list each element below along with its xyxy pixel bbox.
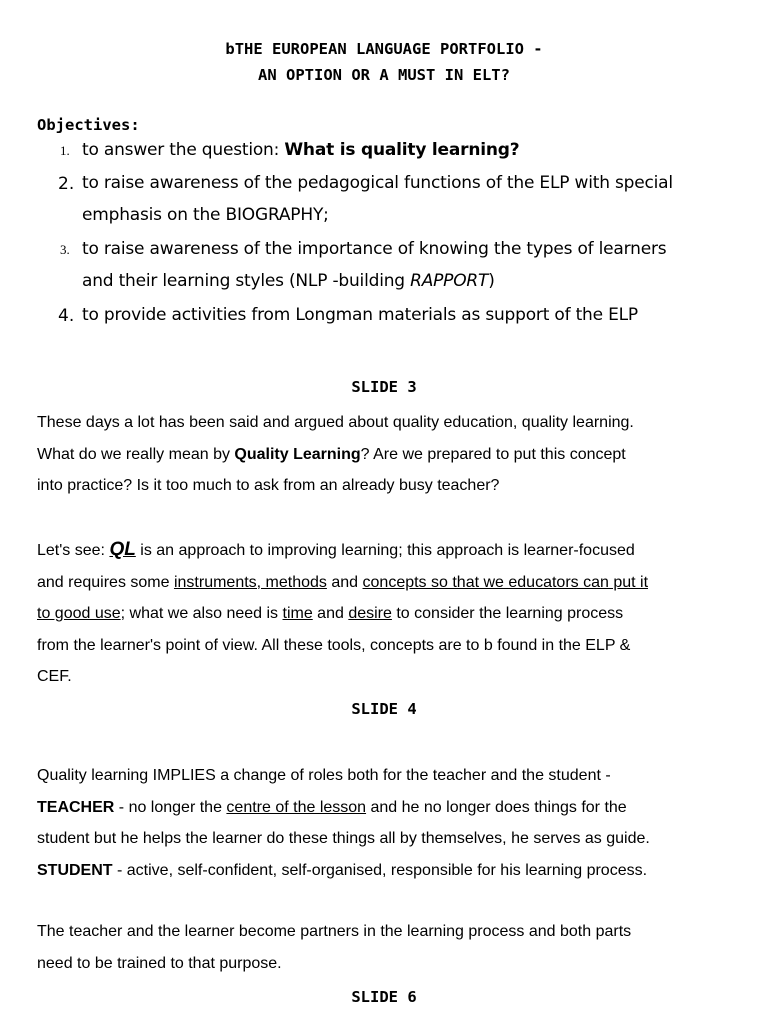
- s3p2-line-3-d: and: [312, 605, 349, 622]
- document-title-line-2: AN OPTION OR A MUST IN ELT?: [258, 66, 510, 84]
- objective-1-question: What is quality learning?: [284, 140, 520, 160]
- objective-3-line-1: to raise awareness of the importance of knowing the types of learners: [82, 239, 667, 259]
- s4p2-line-2: need to be trained to that purpose.: [37, 954, 282, 972]
- s3p1-line-2-a: What do we really mean by: [37, 445, 235, 463]
- s3p2-line-5: CEF.: [37, 668, 72, 685]
- s3p2-line-2: [37, 567, 737, 599]
- slide-4-paragraph-1: [37, 760, 737, 886]
- s3p2-line-3: [37, 598, 737, 630]
- slide-4-heading: SLIDE 4: [351, 700, 417, 718]
- s3p1-line-3: into practice? Is it too much to ask from an already busy teacher?: [37, 477, 500, 494]
- objective-3-line-2-text: and their learning styles (NLP -building: [82, 271, 411, 291]
- good-use-underline: to good use: [37, 605, 121, 622]
- objective-3-line-2: [82, 265, 666, 297]
- s4p1-line-4-b: - active, self-confident, self-organised, responsible for his learning process.: [112, 861, 648, 879]
- objective-2-line-1: to raise awareness of the pedagogical functions of the ELP with special: [82, 173, 673, 193]
- student-bold: STUDENT: [37, 861, 113, 879]
- concepts-underline: concepts so that we educators can put it: [362, 573, 649, 591]
- desire-underline: desire: [348, 605, 392, 622]
- objective-3-rapport: RAPPORT: [410, 271, 489, 291]
- time-underline: time: [282, 605, 313, 622]
- objective-2-number: 2.: [58, 174, 75, 194]
- s3p2-line-3-b: ; what we also need is: [120, 605, 283, 622]
- s3p2-line-1-a: Let's see:: [37, 542, 110, 559]
- s4p1-line-4: [37, 855, 737, 887]
- s3p2-line-2-a: and requires some: [37, 573, 174, 591]
- centre-of-lesson-underline: centre of the lesson: [226, 798, 367, 816]
- objective-2-line-2: emphasis on the BIOGRAPHY;: [82, 205, 329, 225]
- slide-3-paragraph-2: [37, 534, 737, 693]
- objective-4-number: 4.: [58, 306, 75, 326]
- slide-4-paragraph-2: [37, 916, 737, 979]
- s4p1-line-3: student but he helps the learner do these things all by themselves, he serves as guide.: [37, 830, 650, 847]
- s4p1-line-2-b: - no longer the: [114, 798, 227, 816]
- objective-1-text: to answer the question:: [82, 140, 285, 160]
- teacher-bold: TEACHER: [37, 798, 115, 816]
- objective-1: [82, 134, 519, 166]
- s3p2-line-2-c: and: [326, 573, 363, 591]
- s4p1-line-1: Quality learning IMPLIES a change of roles both for the teacher and the student -: [37, 767, 611, 784]
- s3p2-line-4: from the learner's point of view. All these tools, concepts are to b found in the ELP &: [37, 636, 631, 654]
- slide-3-paragraph-1: [37, 407, 737, 502]
- objective-3-close-paren: ): [488, 271, 495, 291]
- s4p1-line-2: [37, 792, 737, 824]
- objective-2: [82, 167, 673, 231]
- s3p1-line-2-c: ? Are we prepared to put this concept: [360, 445, 626, 463]
- s4p1-line-2-d: and he no longer does things for the: [366, 798, 627, 816]
- s3p2-line-1: [37, 534, 737, 567]
- objective-3: [82, 233, 666, 297]
- objective-4: to provide activities from Longman materials as support of the ELP: [82, 305, 638, 325]
- s3p1-line-1: These days a lot has been said and argued about quality education, quality learning.: [37, 414, 634, 431]
- s3p2-line-1-c: is an approach to improving learning; this approach is learner-focused: [135, 542, 635, 559]
- instruments-methods-underline: instruments, methods: [173, 573, 327, 591]
- ql-emphasis: QL: [109, 539, 136, 560]
- objectives-heading: Objectives:: [37, 116, 140, 134]
- objective-1-number: 1.: [60, 143, 70, 158]
- s3p2-line-3-f: to consider the learning process: [391, 605, 624, 622]
- slide-3-heading: SLIDE 3: [351, 378, 417, 396]
- quality-learning-bold: Quality Learning: [234, 445, 361, 463]
- objective-3-number: 3.: [60, 242, 70, 257]
- s4p2-line-1: The teacher and the learner become partners in the learning process and both parts: [37, 923, 632, 940]
- slide-6-heading: SLIDE 6: [351, 988, 417, 1006]
- document-title-line-1: bTHE EUROPEAN LANGUAGE PORTFOLIO -: [225, 40, 543, 58]
- s3p1-line-2: [37, 439, 737, 471]
